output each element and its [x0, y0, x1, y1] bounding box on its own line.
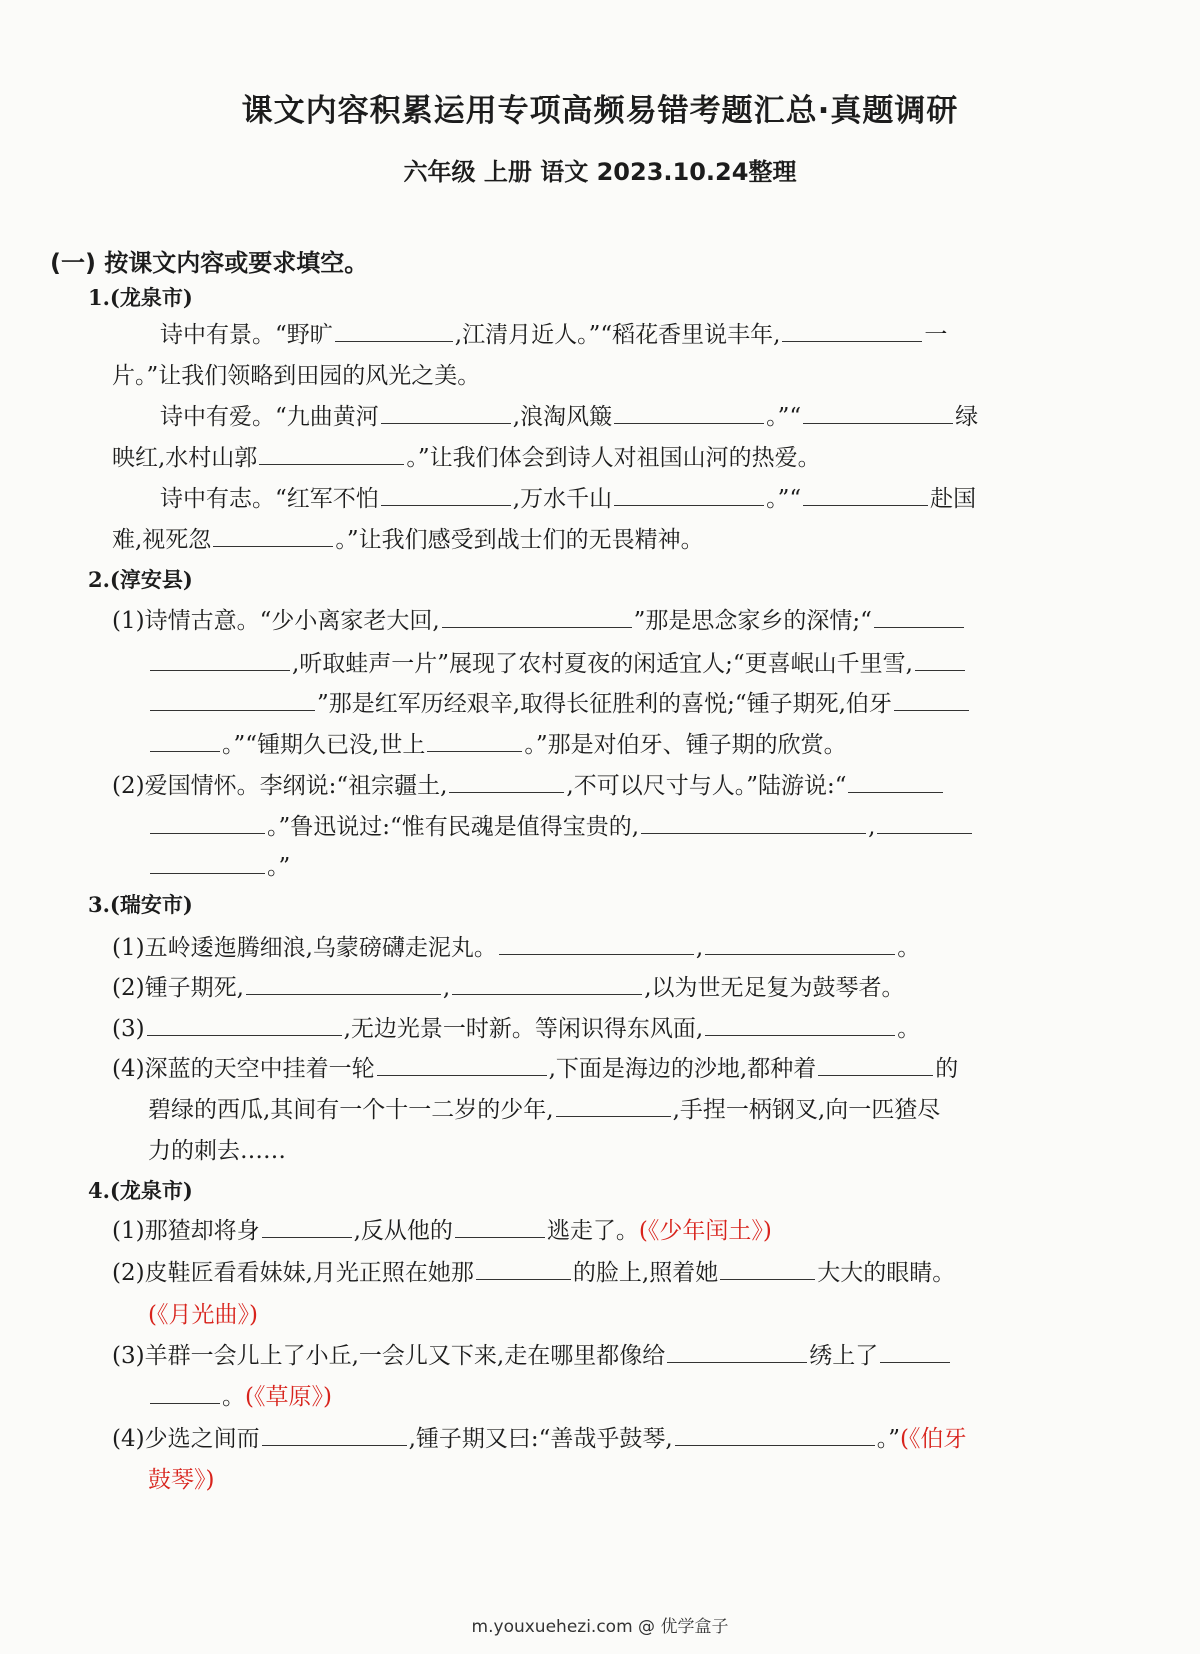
q2-line-5: (2)爱国情怀。李纲说:“祖宗疆土, ,不可以尺寸与人。”陆游说:“ [112, 767, 945, 800]
fill-blank[interactable] [641, 832, 866, 834]
q2-line-6: 。”鲁迅说过:“惟有民魂是值得宝贵的, , [148, 808, 974, 841]
fill-blank[interactable] [803, 504, 928, 506]
fill-blank[interactable] [259, 463, 404, 465]
q3-line-4: (4)深蓝的天空中挂着一轮 ,下面是海边的沙地,都种着 的 [112, 1056, 959, 1082]
fill-blank[interactable] [874, 626, 964, 628]
fill-blank[interactable] [877, 832, 972, 834]
q3-line-5: 碧绿的西瓜,其间有一个十一二岁的少年, ,手捏一柄钢叉,向一匹猹尽 [148, 1097, 941, 1123]
fill-blank[interactable] [675, 1444, 875, 1446]
fill-blank[interactable] [667, 1361, 807, 1363]
q2-line-1: (1)诗情古意。“少小离家老大回, ”那是思念家乡的深情;“ [112, 602, 966, 635]
fill-blank[interactable] [150, 750, 220, 752]
fill-blank[interactable] [427, 750, 522, 752]
footer-watermark: m.youxuehezi.com @ 优学盒子 [471, 1617, 729, 1637]
fill-blank[interactable] [803, 422, 953, 424]
q1-line-2: 片。”让我们领略到田园的风光之美。 [112, 363, 481, 389]
q4-line-2: (2)皮鞋匠看看妹妹,月光正照在她那 的脸上,照着她 大大的眼睛。 [112, 1260, 956, 1286]
q1-line-3: 诗中有爱。“九曲黄河 ,浪淘风簸 。”“ 绿 [160, 404, 979, 430]
fill-blank[interactable] [147, 1034, 342, 1036]
q4-line-6: (4)少选之间而 ,锺子期又曰:“善哉乎鼓琴, 。”(《伯牙 [112, 1426, 967, 1452]
question-2-head: 2.(淳安县) [88, 567, 193, 592]
q4-line-1: (1)那猹却将身 ,反从他的 逃走了。(《少年闰土》) [112, 1218, 772, 1244]
fill-blank[interactable] [449, 791, 564, 793]
q4-line-4: (3)羊群一会儿上了小丘,一会儿又下来,走在哪里都像给 绣上了 [112, 1337, 952, 1370]
q1-line-5: 诗中有志。“红军不怕 ,万水千山 。”“ 赴国 [160, 486, 977, 512]
fill-blank[interactable] [556, 1115, 671, 1117]
page-subtitle: 六年级 上册 语文 2023.10.24整理 [403, 158, 797, 186]
fill-blank[interactable] [377, 1074, 547, 1076]
question-1-head: 1.(龙泉市) [88, 285, 193, 310]
q2-line-3: ”那是红军历经艰辛,取得长征胜利的喜悦;“锺子期死,伯牙 [148, 685, 971, 718]
fill-blank[interactable] [782, 340, 922, 342]
fill-blank[interactable] [476, 1278, 571, 1280]
q2-line-2: ,听取蛙声一片”展现了农村夏夜的闲适宜人;“更喜岷山千里雪, [148, 645, 967, 678]
q3-line-3: (3) ,无边光景一时新。等闲识得东风面, 。 [112, 1016, 921, 1042]
fill-blank[interactable] [150, 669, 290, 671]
fill-blank[interactable] [335, 340, 453, 342]
fill-blank[interactable] [262, 1444, 407, 1446]
fill-blank[interactable] [150, 709, 315, 711]
fill-blank[interactable] [880, 1361, 950, 1363]
q3-line-2: (2)锺子期死, , ,以为世无足复为鼓琴者。 [112, 975, 905, 1001]
fill-blank[interactable] [246, 993, 441, 995]
fill-blank[interactable] [262, 1236, 352, 1238]
fill-blank[interactable] [705, 953, 895, 955]
fill-blank[interactable] [915, 669, 965, 671]
page-title: 课文内容积累运用专项高频易错考题汇总·真题调研 [241, 93, 959, 129]
fill-blank[interactable] [381, 504, 511, 506]
section-heading: (一) 按课文内容或要求填空。 [50, 249, 369, 277]
q1-line-4: 映红,水村山郭 。”让我们体会到诗人对祖国山河的热爱。 [112, 445, 821, 471]
source-label: (《伯牙 [900, 1426, 967, 1452]
fill-blank[interactable] [381, 422, 511, 424]
fill-blank[interactable] [705, 1034, 895, 1036]
fill-blank[interactable] [614, 504, 764, 506]
source-label: (《少年闰土》) [638, 1218, 772, 1244]
source-label: (《月光曲》) [148, 1302, 258, 1328]
q1-line-6: 难,视死忽 。”让我们感受到战士们的无畏精神。 [112, 527, 704, 553]
fill-blank[interactable] [452, 993, 642, 995]
fill-blank[interactable] [150, 832, 265, 834]
q4-line-5: 。(《草原》) [148, 1378, 332, 1411]
q3-line-1: (1)五岭逶迤腾细浪,乌蒙磅礴走泥丸。 , 。 [112, 935, 921, 961]
fill-blank[interactable] [614, 422, 764, 424]
q1-line-1: 诗中有景。“野旷 ,江清月近人。”“稻花香里说丰年, 一 [160, 322, 948, 348]
fill-blank[interactable] [150, 872, 265, 874]
fill-blank[interactable] [894, 709, 969, 711]
fill-blank[interactable] [213, 545, 333, 547]
source-label: 鼓琴》) [148, 1467, 215, 1493]
fill-blank[interactable] [720, 1278, 815, 1280]
fill-blank[interactable] [442, 626, 632, 628]
question-4-head: 4.(龙泉市) [88, 1178, 193, 1203]
q2-line-4: 。”“锺期久已没,世上 。”那是对伯牙、锺子期的欣赏。 [148, 726, 847, 759]
fill-blank[interactable] [848, 791, 943, 793]
fill-blank[interactable] [455, 1236, 545, 1238]
source-label: (《草原》) [245, 1384, 332, 1410]
fill-blank[interactable] [499, 953, 694, 955]
q3-line-6: 力的刺去…… [148, 1138, 286, 1164]
q2-line-7: 。” [148, 848, 290, 881]
fill-blank[interactable] [818, 1074, 933, 1076]
fill-blank[interactable] [150, 1402, 220, 1404]
question-3-head: 3.(瑞安市) [88, 892, 193, 917]
